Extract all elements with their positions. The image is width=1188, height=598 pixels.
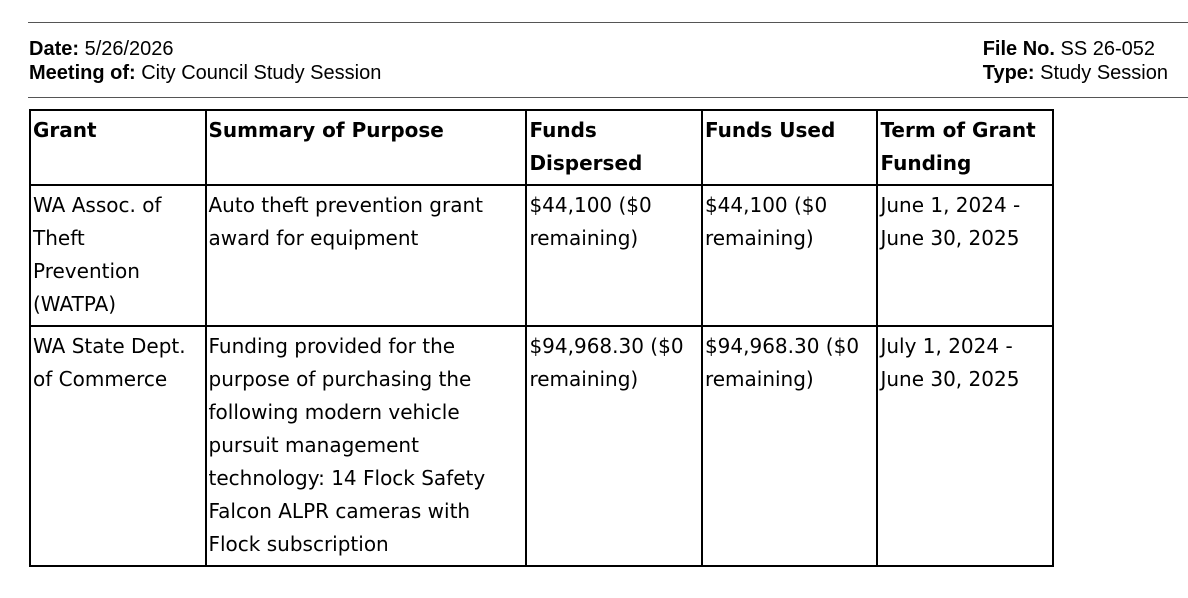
- date-label: Date:: [29, 38, 80, 60]
- column-header-funds-used: Funds Used: [702, 110, 878, 185]
- header-top-rule: [28, 22, 1188, 23]
- funds-dispersed-cell: $44,100 ($0 remaining): [526, 185, 702, 326]
- date-line: [29, 37, 381, 61]
- type-line: [983, 61, 1168, 85]
- column-header-funds-dispersed: Funds Dispersed: [526, 110, 702, 185]
- date-value: 5/26/2026: [84, 38, 174, 60]
- funds-used-cell: $44,100 ($0 remaining): [702, 185, 878, 326]
- column-header-summary: Summary of Purpose: [206, 110, 527, 185]
- meeting-line: [29, 61, 381, 85]
- summary-cell: Funding provided for the purpose of purchasing the following modern vehicle pursuit management technology: 14 Flock Safety Falcon ALPR cameras with Flock subscription: [206, 326, 527, 566]
- meeting-value: City Council Study Session: [141, 62, 382, 84]
- grants-table: [29, 109, 1054, 567]
- column-header-grant: Grant: [30, 110, 206, 185]
- funds-used-cell: $94,968.30 ($0 remaining): [702, 326, 878, 566]
- column-header-term: Term of Grant Funding: [877, 110, 1053, 185]
- term-cell: July 1, 2024 - June 30, 2025: [877, 326, 1053, 566]
- file-line: [983, 37, 1168, 61]
- file-info: [983, 37, 1168, 85]
- table-header-row: [30, 110, 1053, 185]
- funds-dispersed-cell: $94,968.30 ($0 remaining): [526, 326, 702, 566]
- type-label: Type:: [982, 62, 1035, 84]
- table-row: [30, 326, 1053, 566]
- summary-cell: Auto theft prevention grant award for equipment: [206, 185, 527, 326]
- header-bottom-rule: [28, 97, 1188, 98]
- meeting-info: [29, 37, 381, 85]
- file-value: SS 26-052: [1060, 38, 1156, 60]
- term-cell: June 1, 2024 - June 30, 2025: [877, 185, 1053, 326]
- grant-cell: WA Assoc. of Theft Prevention (WATPA): [30, 185, 206, 326]
- table-row: [30, 185, 1053, 326]
- meeting-label: Meeting of:: [29, 62, 136, 84]
- grant-cell: WA State Dept. of Commerce: [30, 326, 206, 566]
- type-value: Study Session: [1040, 62, 1168, 84]
- file-label: File No.: [982, 38, 1055, 60]
